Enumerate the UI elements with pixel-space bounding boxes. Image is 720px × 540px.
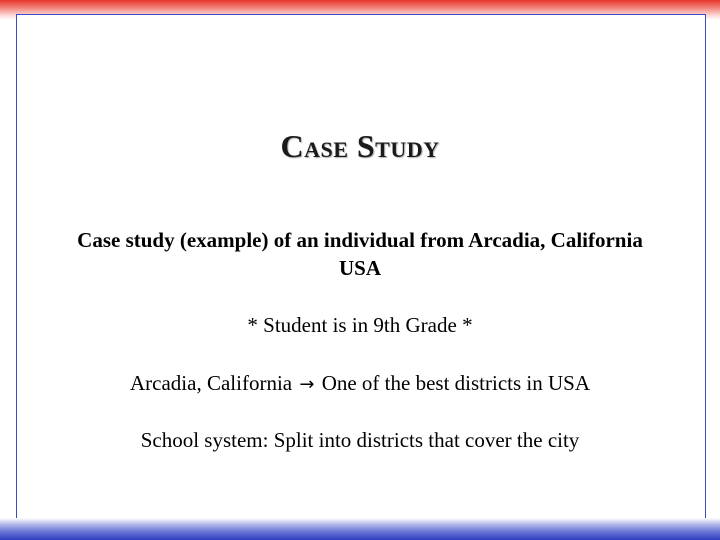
school-system-line: School system: Split into districts that cover the city xyxy=(140,428,580,452)
bottom-gradient-band xyxy=(0,518,720,540)
slide-title: Case Study xyxy=(280,128,440,164)
arcadia-line xyxy=(0,370,720,398)
grade-line: * Student is in 9th Grade * xyxy=(247,313,473,337)
slide-subtitle: Case study (example) of an individual from Arcadia, California USA xyxy=(77,228,643,280)
arcadia-location-text: Arcadia, California xyxy=(130,371,293,395)
right-arrow-icon: → xyxy=(299,374,315,395)
arcadia-description-text: One of the best districts in USA xyxy=(321,371,590,395)
